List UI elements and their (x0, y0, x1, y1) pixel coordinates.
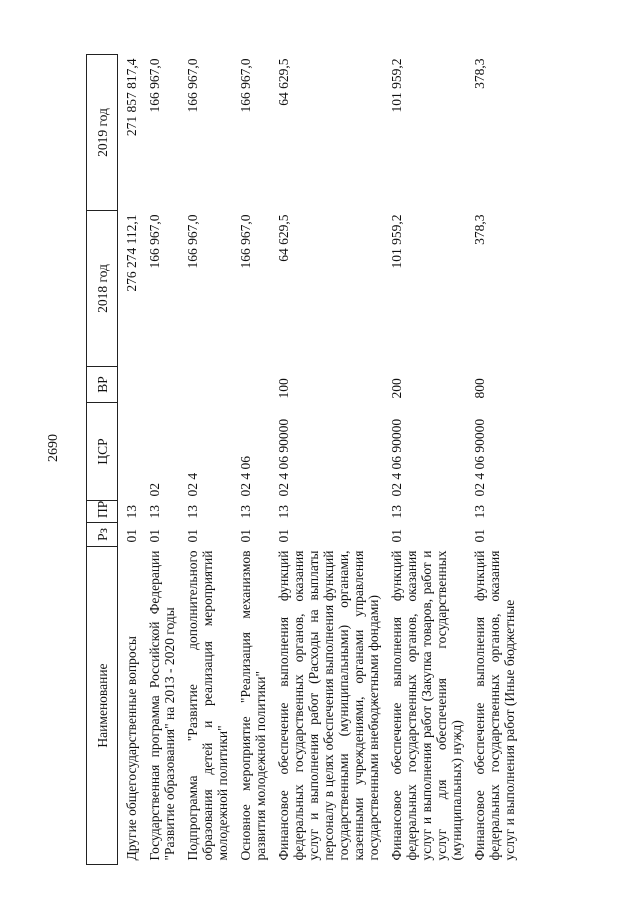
table-row (466, 55, 519, 865)
rotated-table-container (86, 55, 598, 865)
row-2019: 166 967,0 (147, 58, 162, 113)
table-row (118, 55, 142, 865)
row-name: Государственная программа Российской Федерации "Развитие образования" на 2013 - 2020 годы (147, 550, 177, 861)
row-2019: 271 857 817,4 (124, 58, 139, 137)
row-2018: 166 967,0 (185, 214, 200, 269)
row-name: Финансовое обеспечение выполнения функций федеральных государственных органов, оказания услуг и выполнения работ (Иные бюджетные (472, 550, 517, 861)
row-csr (118, 403, 142, 501)
row-pr: 13 (238, 505, 253, 519)
table-row (179, 55, 232, 865)
row-vr (179, 367, 232, 403)
header-2018: 2018 год (87, 211, 118, 367)
row-rz: 01 (472, 529, 487, 543)
row-name: Финансовое обеспечение выполнения функций федеральных государственных органов, оказания услуг и выполнения работ (Расходы на выплаты персоналу в целях обеспечения выполнения функций государственными (муниципальными) органами, казенными учреждениями, органами управления государственными внебюджетными фондами) (276, 550, 381, 861)
row-rz: 01 (389, 529, 404, 543)
row-2018: 64 629,5 (276, 214, 291, 262)
budget-table (86, 54, 519, 865)
row-2019: 166 967,0 (238, 58, 253, 113)
row-rz: 01 (276, 529, 291, 543)
row-csr: 02 4 06 90000 (276, 418, 291, 497)
row-2018: 101 959,2 (389, 214, 404, 269)
table-row (232, 55, 270, 865)
row-vr: 200 (389, 378, 404, 399)
row-pr: 13 (389, 505, 404, 519)
header-2019: 2019 год (87, 55, 118, 211)
row-2018: 166 967,0 (238, 214, 253, 269)
table-row (270, 55, 383, 865)
row-csr: 02 4 (185, 472, 200, 497)
row-csr: 02 4 06 (238, 456, 253, 497)
row-rz: 01 (238, 529, 253, 543)
row-vr: 100 (276, 378, 291, 399)
row-pr: 13 (147, 505, 162, 519)
row-name: Другие общегосударственные вопросы (124, 636, 139, 861)
row-pr: 13 (124, 505, 139, 519)
table-row (141, 55, 179, 865)
row-vr (141, 367, 179, 403)
row-2018: 276 274 112,1 (124, 214, 139, 292)
row-2019: 378,3 (472, 58, 487, 89)
row-csr: 02 4 06 90000 (389, 418, 404, 497)
row-rz: 01 (185, 529, 200, 543)
row-pr: 13 (472, 505, 487, 519)
row-2019: 64 629,5 (276, 58, 291, 106)
row-pr: 13 (276, 505, 291, 519)
header-name: Наименование (87, 547, 118, 865)
row-vr (118, 367, 142, 403)
header-rz: Рз (87, 523, 118, 547)
row-name: Основное мероприятие "Реализация механизмов развития молодежной политики" (238, 550, 268, 861)
row-csr: 02 (147, 483, 162, 497)
page-number: 2690 (46, 434, 61, 462)
row-rz: 01 (124, 529, 139, 543)
row-vr (232, 367, 270, 403)
table-row (383, 55, 466, 865)
row-2018: 166 967,0 (147, 214, 162, 269)
row-pr: 13 (185, 505, 200, 519)
row-name: Финансовое обеспечение выполнения функций федеральных государственных органов, оказания услуг и выполнения работ (Закупка товаров, работ и услуг для обеспечения государственных (муниципальных) нужд) (389, 550, 464, 861)
row-2019: 166 967,0 (185, 58, 200, 113)
row-2019: 101 959,2 (389, 58, 404, 113)
table-header-row (87, 55, 118, 865)
row-2018: 378,3 (472, 214, 487, 245)
header-vr: ВР (87, 367, 118, 403)
header-csr: ЦСР (87, 403, 118, 501)
header-pr: ПР (87, 501, 118, 523)
row-rz: 01 (147, 529, 162, 543)
row-vr: 800 (472, 378, 487, 399)
row-csr: 02 4 06 90000 (472, 418, 487, 497)
row-name: Подпрограмма "Развитие дополнительного образования детей и реализация мероприятий молодежной политики" (185, 550, 230, 861)
